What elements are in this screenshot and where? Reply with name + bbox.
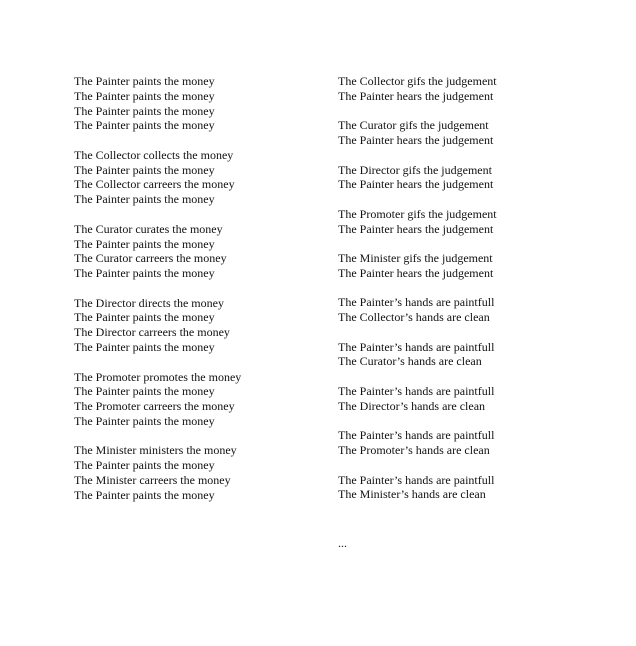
poem-line: The Director gifs the judgement	[338, 162, 492, 177]
stanza	[338, 384, 598, 414]
poem-line: The Promoter promotes the money	[74, 369, 242, 384]
stanza	[74, 74, 334, 133]
poem-line: The Painter paints the money	[74, 384, 215, 399]
poem-line: The Minister ministers the money	[74, 443, 237, 458]
poem-line: The Curator curates the money	[74, 221, 223, 236]
poem-line: The Collector collects the money	[74, 147, 234, 162]
poem-line: The Painter paints the money	[74, 340, 215, 355]
stanza	[74, 222, 334, 281]
poem-line: The Painter paints the money	[74, 103, 215, 118]
poem-line: The Painter paints the money	[74, 192, 215, 207]
poem-line: The Painter paints the money	[74, 118, 215, 133]
poem-line: The Curator carreers the money	[74, 251, 227, 266]
poem-line: The Collector carreers the money	[74, 177, 235, 192]
poem-line: The Collector’s hands are clean	[338, 310, 490, 325]
stanza	[338, 428, 598, 458]
poem-line: The Painter’s hands are paintfull	[338, 339, 495, 354]
poem-line: The Director’s hands are clean	[338, 398, 486, 413]
poem-line: The Painter paints the money	[74, 266, 215, 281]
poem-line: The Painter paints the money	[74, 310, 215, 325]
poem-line: The Promoter’s hands are clean	[338, 443, 490, 458]
poem-line: The Painter paints the money	[74, 487, 215, 502]
poem-line: The Painter paints the money	[74, 162, 215, 177]
poem-line: The Director directs the money	[74, 295, 224, 310]
poem-right-column	[338, 74, 598, 517]
poem-line: The Minister carreers the money	[74, 472, 231, 487]
poem-line: The Painter hears the judgement	[338, 265, 494, 280]
continuation-ellipsis: ...	[338, 536, 347, 550]
poem-line: The Minister’s hands are clean	[338, 487, 486, 502]
poem-line: The Painter paints the money	[74, 88, 215, 103]
stanza	[338, 207, 598, 237]
stanza	[338, 251, 598, 281]
poem-line: The Painter’s hands are paintfull	[338, 428, 495, 443]
stanza	[338, 118, 598, 148]
poem-line: The Painter’s hands are paintfull	[338, 295, 495, 310]
poem-line: The Painter’s hands are paintfull	[338, 383, 495, 398]
poem-line: The Painter’s hands are paintfull	[338, 472, 495, 487]
stanza	[74, 296, 334, 355]
poem-line: The Painter paints the money	[74, 458, 215, 473]
poem-line: The Painter hears the judgement	[338, 221, 494, 236]
poem-line: The Painter hears the judgement	[338, 133, 494, 148]
poem-line: The Collector gifs the judgement	[338, 74, 497, 88]
stanza	[74, 148, 334, 207]
stanza	[338, 340, 598, 370]
stanza	[74, 443, 334, 502]
stanza	[338, 74, 598, 104]
stanza	[74, 370, 334, 429]
stanza	[338, 295, 598, 325]
poem-line: The Promoter carreers the money	[74, 399, 235, 414]
poem-line: The Painter hears the judgement	[338, 88, 494, 103]
poem-line: The Minister gifs the judgement	[338, 251, 493, 266]
stanza	[338, 473, 598, 503]
poem-line: The Director carreers the money	[74, 325, 230, 340]
stanza	[338, 163, 598, 193]
poem-line: The Painter hears the judgement	[338, 177, 494, 192]
poem-left-column	[74, 74, 334, 517]
poem-line: The Promoter gifs the judgement	[338, 206, 497, 221]
poem-line: The Painter paints the money	[74, 236, 215, 251]
poem-line: The Painter paints the money	[74, 413, 215, 428]
poem-line: The Painter paints the money	[74, 74, 215, 88]
poem-line: The Curator gifs the judgement	[338, 118, 489, 133]
poem-line: The Curator’s hands are clean	[338, 354, 482, 369]
